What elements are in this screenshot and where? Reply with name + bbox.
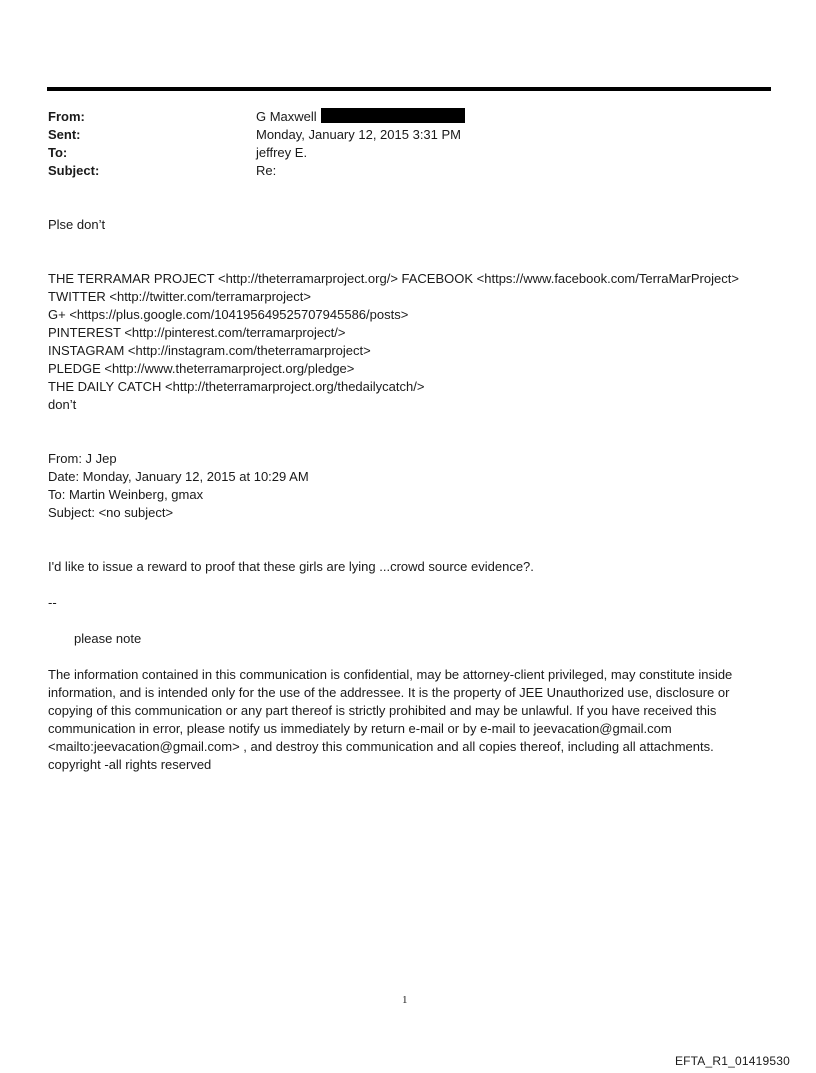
page-number: 1 [402, 994, 408, 1006]
quoted-subject: Subject: <no subject> [48, 505, 174, 520]
signature-line-5: INSTAGRAM <http://instagram.com/theterramarproject> [48, 343, 371, 358]
from-name: G Maxwell [256, 109, 317, 124]
sent-label: Sent: [48, 127, 81, 142]
signature-line-3: G+ <https://plus.google.com/104195649525707945586/posts> [48, 307, 409, 322]
signature-line-6: PLEDGE <http://www.theterramarproject.org/pledge> [48, 361, 355, 376]
header-subject-row [48, 162, 277, 180]
to-label: To: [48, 145, 68, 160]
from-value [256, 108, 465, 126]
from-label: From: [48, 109, 85, 124]
quoted-from: From: J Jep [48, 451, 117, 466]
header-from-row [48, 108, 317, 126]
signature-separator: -- [48, 595, 57, 610]
quoted-body: I'd like to issue a reward to proof that these girls are lying ...crowd source evidence?. [48, 559, 534, 574]
header-to-row [48, 144, 308, 162]
subject-value: Re: [256, 163, 277, 178]
reply-text: Plse don’t [48, 217, 106, 232]
header-sent-row [48, 126, 461, 144]
sent-value: Monday, January 12, 2015 3:31 PM [256, 127, 461, 142]
quoted-to: To: Martin Weinberg, gmax [48, 487, 204, 502]
header-divider [47, 87, 771, 91]
please-note: please note [74, 631, 142, 646]
confidentiality-disclaimer: The information contained in this communication is confidential, may be attorney-client privileged, may constitute inside information, and is intended only for the use of the addressee. It is the property of JEE Unauthorized use, disclosure or copying of this communication or any part thereof is strictly prohibited and may be unlawful. If you have received this communication in error, please notify us immediately by return e-mail or by e-mail to jeevacation@gmail.com <mailto:jeevacation@gmail.com> , and destroy this communication and all copies thereof, including all attachments. copyright -all rights reserved [48, 667, 733, 772]
signature-line-8: don’t [48, 397, 77, 412]
redaction-bar [321, 108, 465, 123]
subject-label: Subject: [48, 163, 100, 178]
bates-number: EFTA_R1_01419530 [674, 1054, 790, 1068]
signature-line-1: THE TERRAMAR PROJECT <http://theterramarproject.org/> FACEBOOK <https://www.facebook.com/TerraMarProject> [48, 271, 739, 286]
signature-line-2: TWITTER <http://twitter.com/terramarproject> [48, 289, 311, 304]
signature-line-7: THE DAILY CATCH <http://theterramarproject.org/thedailycatch/> [48, 379, 425, 394]
signature-line-4: PINTEREST <http://pinterest.com/terramarproject/> [48, 325, 346, 340]
quoted-date: Date: Monday, January 12, 2015 at 10:29 AM [48, 469, 309, 484]
to-value: jeffrey E. [256, 145, 308, 160]
